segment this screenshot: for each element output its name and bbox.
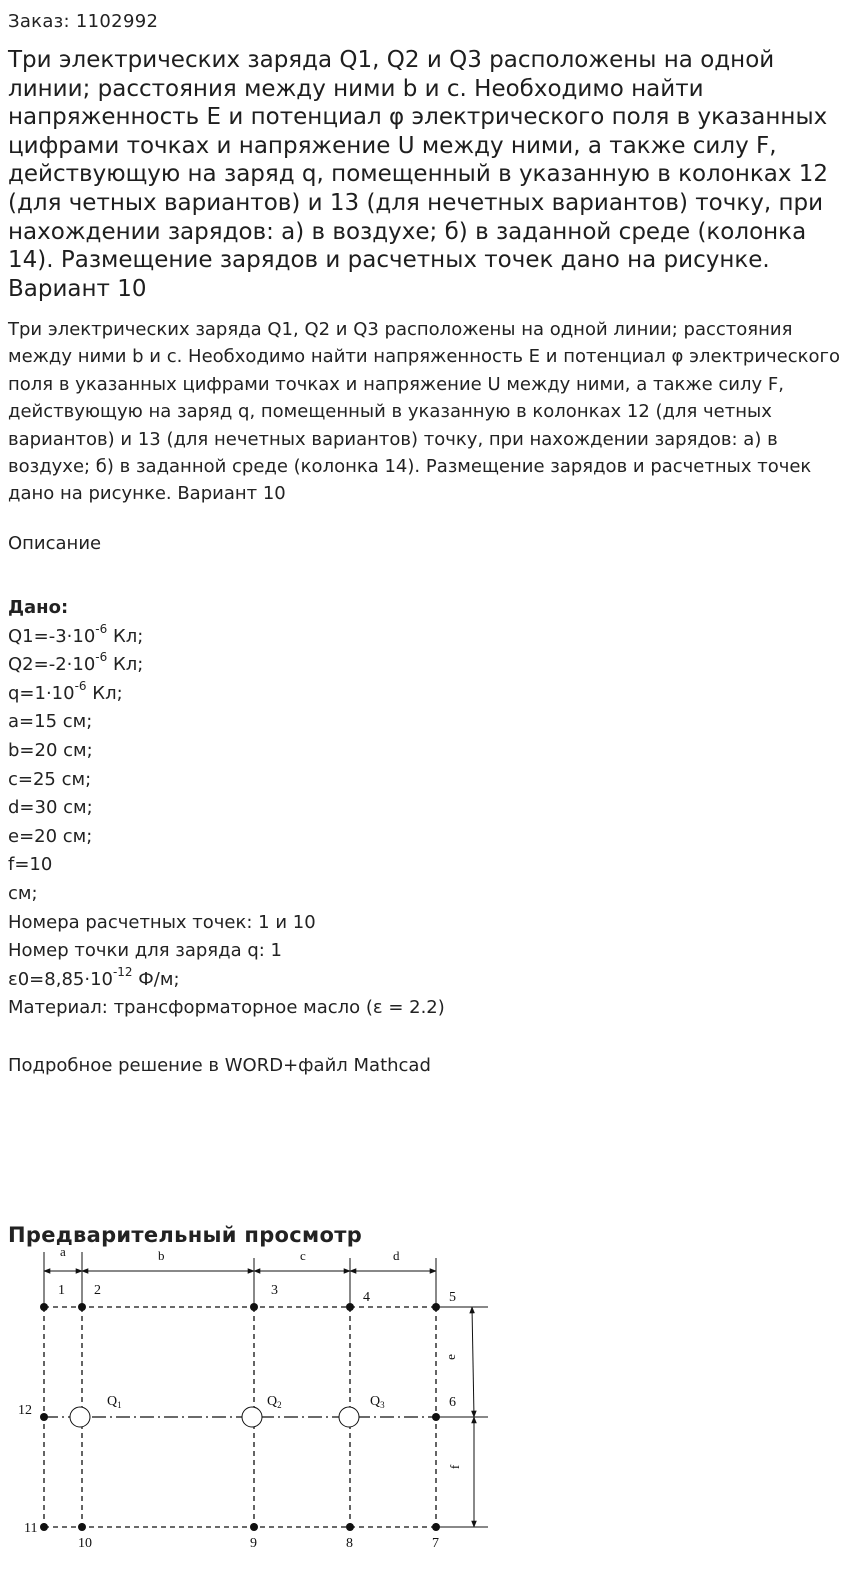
dim-c-label: c xyxy=(300,1248,306,1263)
point-label-2: 2 xyxy=(94,1283,101,1298)
q1-label: $Q_1$ xyxy=(107,1394,122,1410)
given-c: c=25 см; xyxy=(8,768,92,790)
given-material: Материал: трансформаторное масло (ε = 2.2) xyxy=(8,997,445,1019)
point-label-12: 12 xyxy=(18,1403,32,1418)
given-q: $q=1\cdot 10^{-6}$ Кл; xyxy=(8,678,123,704)
given-q2: $Q2=-2\cdot 10^{-6}$ Кл; xyxy=(8,650,144,676)
given-eps0: $\varepsilon 0=8,85\cdot 10^{-12}$ Ф/м; xyxy=(8,964,180,990)
point-label-1: 1 xyxy=(58,1283,65,1298)
order-number: Заказ: 1102992 xyxy=(8,11,159,32)
q2-label: $Q_2$ xyxy=(267,1394,282,1410)
given-charge-point: Номер точки для заряда q: 1 xyxy=(8,940,282,962)
q3-label: $Q_3$ xyxy=(370,1394,385,1410)
charge-q1 xyxy=(70,1407,90,1427)
charge-q2 xyxy=(242,1407,262,1427)
task-title: Три электрических заряда Q1, Q2 и Q3 расположены на одной линии; расстояния между ними b и с. Необходимо найти напряженность E и потенциал φ электрического поля в указанных цифрами точках и напряжение U между ними, а также силу F, действующую на заряд q, помещенный в указанную в колонках 12 (для четных вариантов) и 13 (для нечетных вариантов) точку, при нахождении зарядов: а) в воздухе; б) в заданной среде (колонка 14). Размещение зарядов и расчетных точек дано на рисунке. Вариант 10 xyxy=(8,47,829,302)
given-f: f=10 xyxy=(8,854,53,876)
given-f-unit: см; xyxy=(8,882,38,904)
task-text: Три электрических заряда Q1, Q2 и Q3 расположены на одной линии; расстояния между ними b и с. Необходимо найти напряженность E и потенциал φ электрического поля в указанных цифрами точках и напряжение U между ними, а также силу F, действующую на заряд q, помещенный в указанную в колонках 12 (для четных вариантов) и 13 (для нечетных вариантов) точку, при нахождении зарядов: а) в воздухе; б) в заданной среде (колонка 14). Размещение зарядов и расчетных точек дано на рисунке. Вариант 10 xyxy=(8,319,841,505)
extension-lines xyxy=(44,1252,436,1307)
charge-q3 xyxy=(339,1407,359,1427)
point-label-11: 11 xyxy=(24,1521,38,1536)
given-solution: Подробное решение в WORD+файл Mathcad xyxy=(8,1054,431,1076)
given-q1: $Q1=-3\cdot 10^{-6}$ Кл; xyxy=(8,621,144,647)
point-label-7: 7 xyxy=(432,1536,439,1551)
dim-b-label: b xyxy=(158,1248,165,1263)
given-block xyxy=(8,594,445,1080)
dim-d-label: d xyxy=(393,1248,400,1263)
dim-f-label: f xyxy=(447,1464,462,1470)
given-e: e=20 см; xyxy=(8,825,93,847)
point-label-8: 8 xyxy=(346,1536,353,1551)
dim-a-label: a xyxy=(60,1244,66,1259)
point-label-4: 4 xyxy=(363,1290,370,1305)
given-points: Номера расчетных точек: 1 и 10 xyxy=(8,911,316,933)
preview-figure xyxy=(10,1244,510,1592)
point-label-9: 9 xyxy=(250,1536,257,1551)
dim-e-label: e xyxy=(443,1354,458,1360)
point-label-5: 5 xyxy=(449,1290,456,1305)
charge-diagram xyxy=(10,1244,510,1592)
point-label-6: 6 xyxy=(449,1395,456,1410)
right-extensions xyxy=(436,1307,488,1527)
given-heading: Дано: xyxy=(8,597,69,618)
preview-heading: Предварительный просмотр xyxy=(8,1223,363,1247)
point-label-10: 10 xyxy=(78,1536,92,1551)
given-b: b=20 см; xyxy=(8,739,93,761)
point-label-3: 3 xyxy=(271,1283,278,1298)
given-a: a=15 см; xyxy=(8,711,93,733)
description-label: Описание xyxy=(8,533,102,554)
given-d: d=30 см; xyxy=(8,797,93,819)
